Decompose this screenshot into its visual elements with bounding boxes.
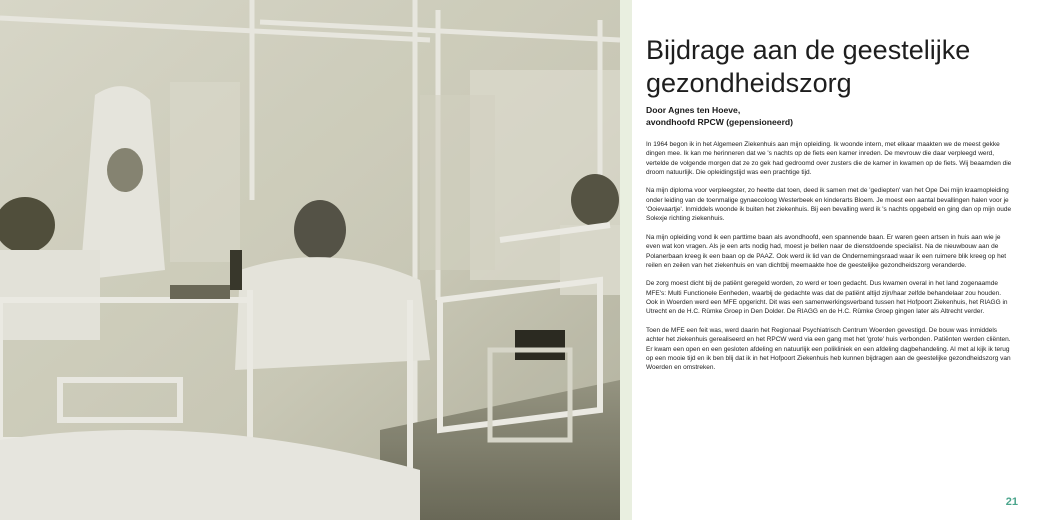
paragraph: Na mijn diploma voor verpleegster, zo heette dat toen, deed ik samen met de 'gediepten' van het Ope Dei mijn kraamopleiding onder leiding van de toenmalige gynaecoloog Westerbeek en kinderarts Bloem. Je moest een aantal bevallingen halen voor je 'Ooievaartje'. Inmiddels woonde ik buiten het ziekenhuis. Bij een bevalling werd ik 's nachts opgebeld en ging dan op mijn oude Solexje richting ziekenhuis. (646, 187, 1012, 223)
article (646, 0, 1016, 520)
article-body (646, 140, 1012, 382)
paragraph: In 1964 begon ik in het Algemeen Ziekenhuis aan mijn opleiding. Ik woonde intern, met elkaar maakten we de meest gekke dingen mee. Ik kan me herinneren dat we 's nachts op de fiets een kamer inreden. De mevrouw die daar verpleegd werd, vertelde de volgende morgen dat ze zo gek had gedroomd over zusters die de kamer in kwamen op de fiets. Wij beaamden die droom natuurlijk. Die opleidingstijd was een prachtige tijd. (646, 141, 1012, 176)
author-name: Door Agnes ten Hoeve, (646, 105, 741, 115)
page-number: 21 (1005, 496, 1018, 508)
paragraph: Toen de MFE een feit was, werd daarin het Regionaal Psychiatrisch Centrum Woerden gevestigd. De bouw was inmiddels achter het ziekenhuis gerealiseerd en het RPCW werd via een gang met het 'grote' huis verbonden. Patiënten werden cliënten. Er kwam een open en een gesloten afdeling en natuurlijk een polikliniek en een afdeling dagbehandeling. Al met al kijk ik terug op een mooie tijd en ik ben blij dat ik in het Hofpoort Ziekenhuis heb kunnen bijdragen aan de geestelijke gezondheidszorg van Woerden en omstreken. (646, 326, 1011, 372)
title-line-2: gezondheidszorg (646, 68, 852, 98)
author-role: avondhoofd RPCW (gepensioneerd) (646, 117, 794, 127)
author-byline (646, 104, 793, 128)
accent-strip (620, 0, 632, 520)
article-title (646, 34, 1016, 100)
paragraph: De zorg moest dicht bij de patiënt geregeld worden, zo werd er toen gedacht. Dus kwamen overal in het land zogenaamde MFE's: Multi Functionele Eenheden, waarbij de gedachte was dat de patiënt altijd zijn/haar zelfde behandelaar zou houden. Ook in Woerden werd een MFE opgericht. Dit was een samenwerkingsverband tussen het Hofpoort Ziekenhuis, het RIAGG in Utrecht en de H.C. Rümke Groep in Den Dolder. De RIAGG en de H.C. Rümke Groep gingen later als Altrecht verder. (646, 280, 1008, 316)
title-line-1: Bijdrage aan de geestelijke (646, 35, 971, 65)
paragraph: Na mijn opleiding vond ik een parttime baan als avondhoofd, een spannende baan. Er waren geen artsen in huis aan wie je even wat kon vragen. Als je een arts nodig had, moest je bellen naar de dienstdoende specialist. Na de nieuwbouw aan de Polanerbaan kreeg ik een baan op de PAAZ. Ook werd ik lid van de Ondernemingsraad waar ik een ruimere blik kreeg op het reilen en zeilen van het ziekenhuis en van dichtbij meemaakte hoe de geestelijke gezondheidszorg veranderde. (646, 233, 1007, 269)
